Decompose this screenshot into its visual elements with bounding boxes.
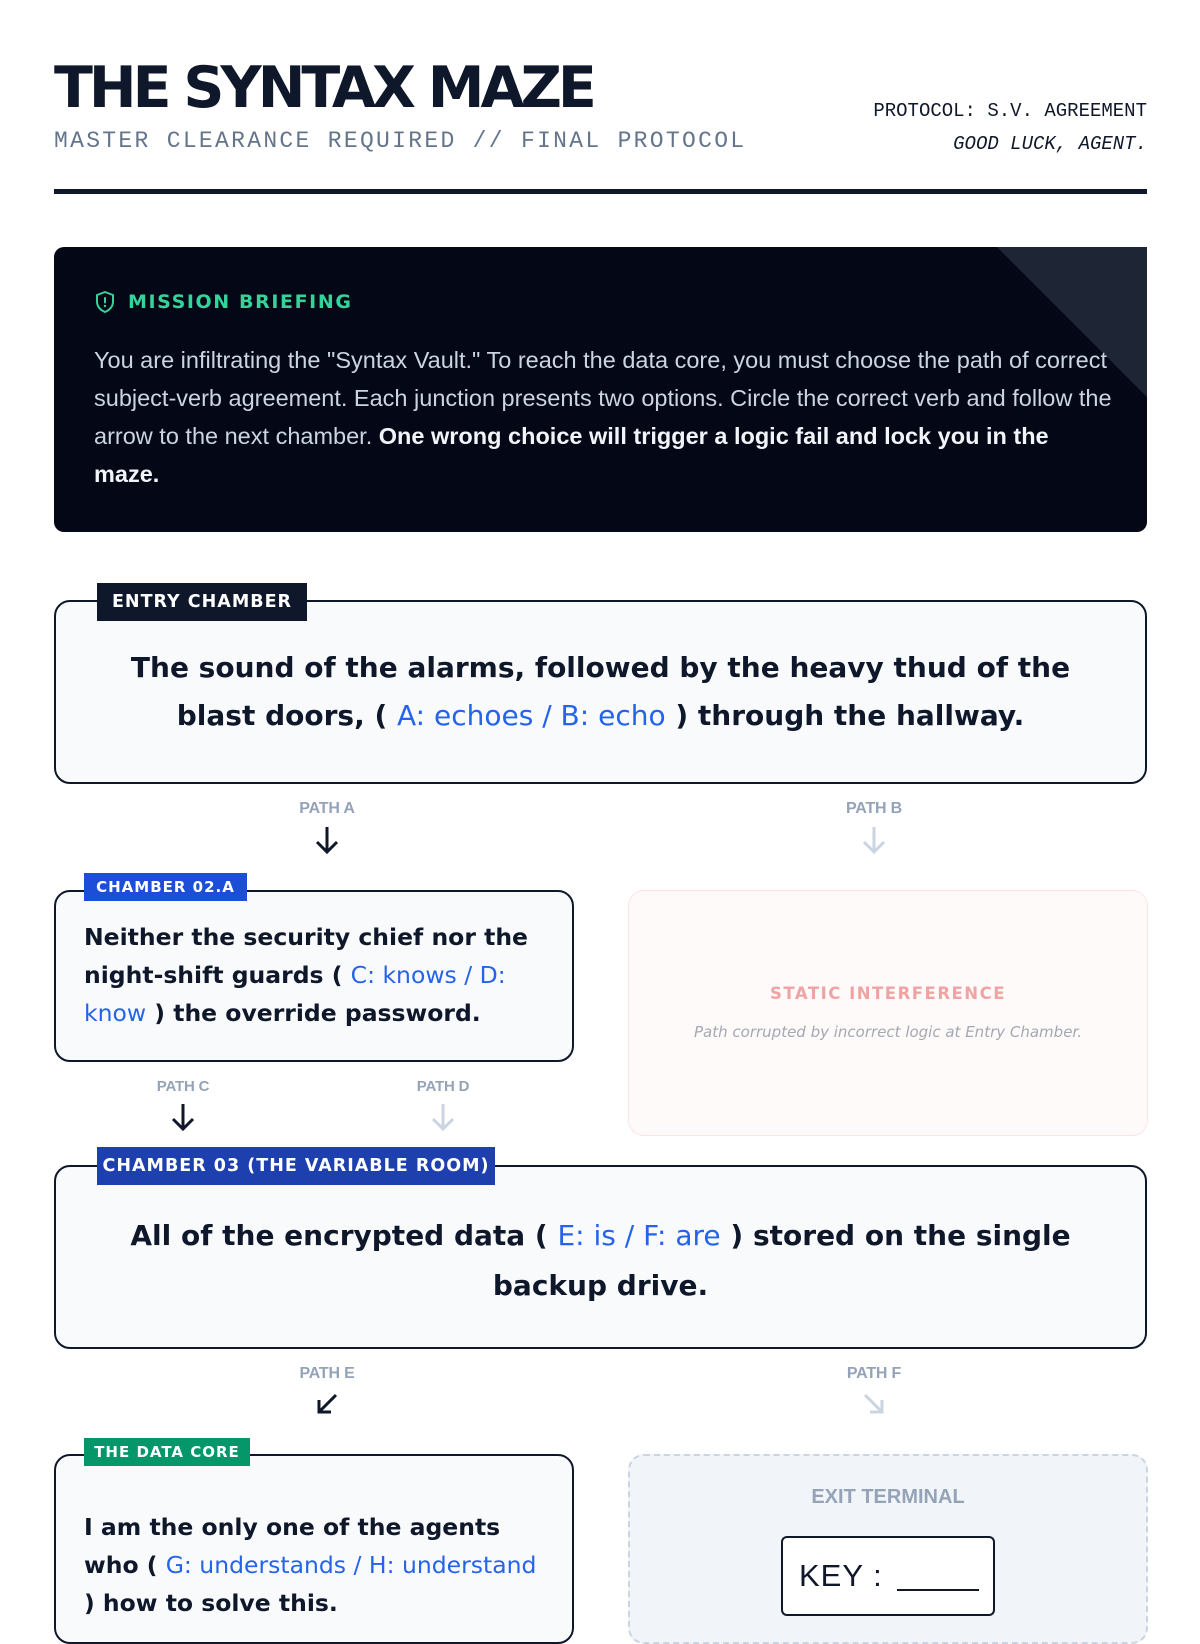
page-header xyxy=(54,56,1147,194)
path-a-label: PATH A xyxy=(299,800,355,817)
verb-options-c-d[interactable]: C: knows / D: know xyxy=(84,961,506,1027)
greeting-label: GOOD LUCK, AGENT. xyxy=(953,133,1147,155)
static-interference-panel xyxy=(628,890,1148,1136)
page-title: THE SYNTAX MAZE xyxy=(54,55,593,121)
shield-icon xyxy=(94,290,116,314)
mission-briefing-panel xyxy=(54,247,1147,532)
path-f-label: PATH F xyxy=(846,1365,902,1382)
chamber-02a-sentence xyxy=(84,918,546,1032)
entry-chamber-sentence xyxy=(96,644,1105,740)
data-core-sentence xyxy=(84,1508,546,1622)
key-label: KEY : xyxy=(799,1558,883,1593)
path-d-label: PATH D xyxy=(416,1078,470,1095)
verb-options-g-h[interactable]: G: understands / H: understand xyxy=(165,1551,537,1579)
exit-terminal-title: EXIT TERMINAL xyxy=(811,1486,965,1508)
briefing-warning: One wrong choice will trigger a logic fail and lock you in the maze. xyxy=(94,423,1049,487)
sentence-text: The sound of the alarms, followed by the heavy thud of the blast doors, ( xyxy=(130,651,1071,732)
entry-chamber xyxy=(54,600,1147,784)
path-e[interactable] xyxy=(277,1365,377,1419)
entry-chamber-tag: ENTRY CHAMBER xyxy=(97,583,307,621)
data-core-chamber xyxy=(54,1454,574,1644)
path-b[interactable] xyxy=(824,800,924,856)
key-input-box[interactable] xyxy=(781,1536,995,1616)
briefing-instructions: You are infiltrating the "Syntax Vault." To reach the data core, you must choose the path of correct subject-verb agreement. Each junction presents two options. Circle the correct verb and follow the arrow to the next chamber. xyxy=(94,347,1112,449)
arrow-down-icon xyxy=(168,1101,198,1133)
data-core-tag: THE DATA CORE xyxy=(84,1438,250,1466)
sentence-text: ) stored on the single backup drive. xyxy=(492,1219,1071,1302)
arrow-down-icon xyxy=(312,824,342,856)
arrow-down-right-icon xyxy=(859,1389,889,1419)
path-c-label: PATH C xyxy=(156,1078,210,1095)
chamber-03-tag: CHAMBER 03 (THE VARIABLE ROOM) xyxy=(97,1147,495,1185)
verb-options-a-b[interactable]: A: echoes / B: echo xyxy=(397,699,666,732)
arrow-down-icon xyxy=(859,824,889,856)
path-a[interactable] xyxy=(277,800,377,856)
path-f[interactable] xyxy=(824,1365,924,1419)
sentence-text: ) through the hallway. xyxy=(675,699,1025,732)
briefing-text xyxy=(94,341,1114,493)
path-b-label: PATH B xyxy=(846,800,902,817)
interference-text: Path corrupted by incorrect logic at Entry Chamber. xyxy=(694,1023,1082,1041)
page-subtitle: MASTER CLEARANCE REQUIRED // FINAL PROTOCOL xyxy=(54,128,747,154)
sentence-text: I am the only one of the agents who ( xyxy=(84,1513,501,1579)
key-answer-blank[interactable] xyxy=(897,1558,979,1591)
arrow-down-icon xyxy=(428,1101,458,1133)
chamber-03 xyxy=(54,1165,1147,1349)
path-d[interactable] xyxy=(393,1078,493,1133)
chamber-03-sentence xyxy=(96,1211,1105,1311)
path-e-label: PATH E xyxy=(299,1365,355,1382)
chamber-02a xyxy=(54,890,574,1062)
sentence-text: ) how to solve this. xyxy=(84,1589,338,1617)
verb-options-e-f[interactable]: E: is / F: are xyxy=(557,1219,721,1252)
exit-terminal-panel xyxy=(628,1454,1148,1644)
interference-title: STATIC INTERFERENCE xyxy=(770,984,1006,1003)
sentence-text: Neither the security chief nor the night-shift guards ( xyxy=(84,923,528,989)
sentence-text: ) the override password. xyxy=(154,999,481,1027)
protocol-label: PROTOCOL: S.V. AGREEMENT xyxy=(873,100,1147,122)
briefing-title: MISSION BRIEFING xyxy=(128,291,353,313)
arrow-down-left-icon xyxy=(312,1389,342,1419)
briefing-header xyxy=(94,290,353,314)
path-c[interactable] xyxy=(133,1078,233,1133)
sentence-text: All of the encrypted data ( xyxy=(130,1219,548,1252)
chamber-02a-tag: CHAMBER 02.A xyxy=(84,873,247,901)
